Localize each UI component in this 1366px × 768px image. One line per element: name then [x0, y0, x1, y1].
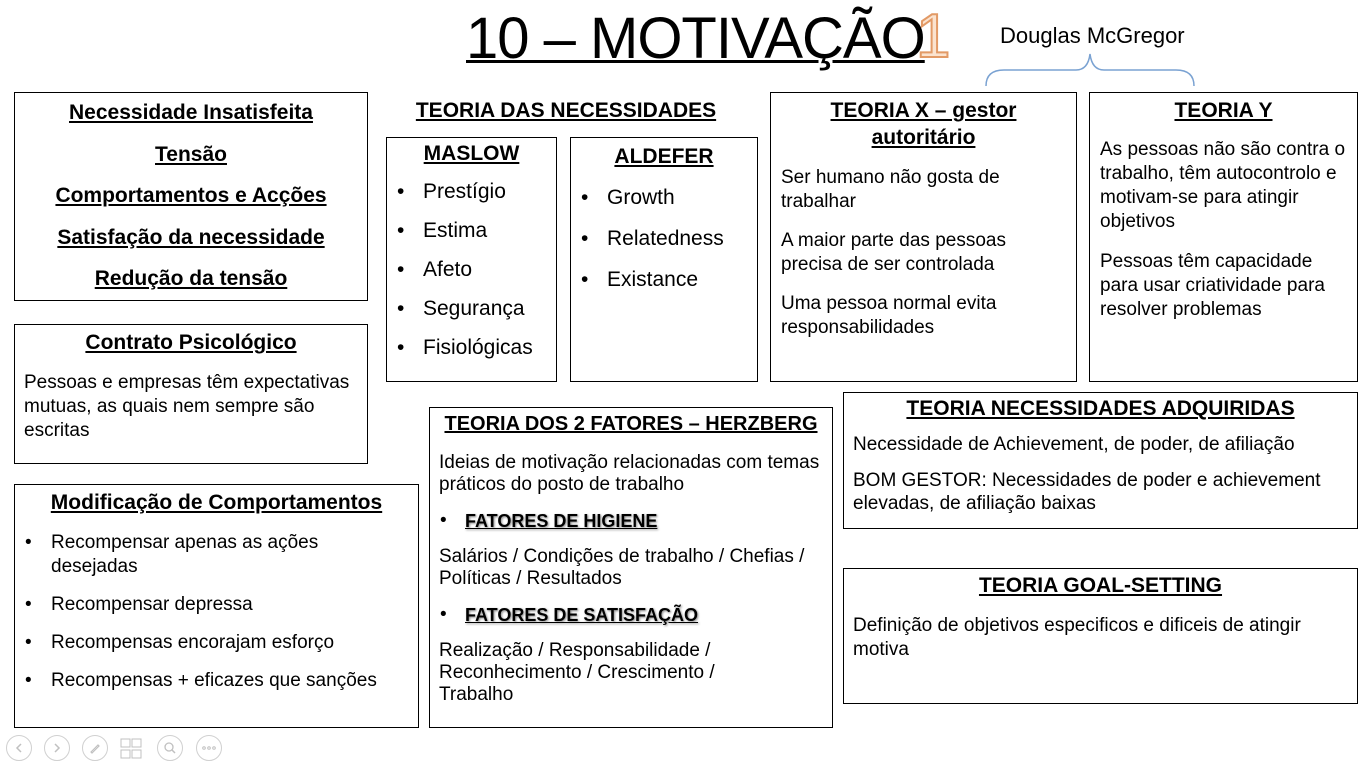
- previous-icon[interactable]: [6, 735, 32, 761]
- list-item: • Growth: [571, 184, 757, 212]
- teoria-x-item: Ser humano não gosta de trabalhar: [781, 167, 1000, 212]
- satisfacao-text: Realização / Responsabilidade / Reconhecimento / Crescimento / Trabalho: [439, 640, 715, 705]
- goal-text: Definição de objetivos especificos e dificeis de atingir motiva: [853, 615, 1301, 660]
- list-item: • Recompensar depressa: [15, 593, 408, 617]
- list-item: • Recompensas encorajam esforço: [15, 631, 408, 655]
- satisfacao-label: FATORES DE SATISFAÇÃO: [465, 605, 699, 625]
- need-step: Tensão: [155, 143, 227, 166]
- modificacao-list: [15, 531, 408, 693]
- slide-number: 1: [916, 2, 951, 71]
- maslow-title: MASLOW: [423, 142, 520, 165]
- need-step: Redução da tensão: [94, 267, 288, 290]
- adquiridas-line1: Necessidade de Achievement, de poder, de afiliação: [853, 434, 1295, 455]
- adquiridas-line2: BOM GESTOR: Necessidades de poder e achievement elevadas, de afiliação baixas: [853, 470, 1321, 514]
- list-item: • Existance: [571, 266, 757, 294]
- teoria-x-item: Uma pessoa normal evita responsabilidades: [781, 293, 997, 338]
- herzberg-title: TEORIA DOS 2 FATORES – HERZBERG: [444, 413, 818, 435]
- teoria-y-title: TEORIA Y: [1174, 99, 1273, 122]
- list-item: • Recompensas + eficazes que sanções: [15, 669, 408, 693]
- aldefer-title: ALDEFER: [614, 145, 714, 168]
- teoria-x-item: A maior parte das pessoas precisa de ser controlada: [781, 230, 1006, 275]
- list-item: • Estima: [387, 217, 556, 245]
- teoria-y-box: [1089, 92, 1358, 382]
- list-item: • Relatedness: [571, 225, 757, 253]
- herzberg-box: [429, 407, 833, 728]
- teoria-y-item: Pessoas têm capacidade para usar criatividade para resolver problemas: [1100, 251, 1325, 320]
- contrato-box: [14, 324, 368, 464]
- adquiridas-box: [843, 392, 1358, 529]
- list-item: • Fisiológicas: [387, 334, 556, 362]
- higiene-text: Salários / Condições de trabalho / Chefias / Políticas / Resultados: [439, 546, 805, 589]
- modificacao-box: [14, 484, 419, 728]
- teoria-y-item: As pessoas não são contra o trabalho, têm autocontrolo e motivam-se para atingir objetivos: [1100, 139, 1346, 232]
- need-step: Satisfação da necessidade: [57, 226, 325, 249]
- higiene-label: FATORES DE HIGIENE: [465, 511, 658, 531]
- herzberg-intro: Ideias de motivação relacionadas com temas práticos do posto de trabalho: [439, 452, 820, 495]
- contrato-text: Pessoas e empresas têm expectativas mutuas, as quais nem sempre são escritas: [24, 372, 350, 441]
- author-label: Douglas McGregor: [1000, 23, 1185, 48]
- modificacao-title: Modificação de Comportamentos: [50, 491, 383, 514]
- pen-icon[interactable]: [82, 735, 108, 761]
- maslow-list: [387, 178, 556, 362]
- contrato-title: Contrato Psicológico: [85, 331, 297, 354]
- teoria-x-title: TEORIA X – gestor autoritário: [830, 99, 1017, 149]
- teoria-x-box: [770, 92, 1077, 382]
- list-item: • Recompensar apenas as ações desejadas: [15, 531, 408, 579]
- slides-icon[interactable]: [119, 737, 145, 761]
- need-step: Comportamentos e Acções: [55, 184, 327, 207]
- higiene-bullet: •: [440, 510, 447, 531]
- satisfacao-bullet: •: [440, 604, 447, 625]
- needs-chain-box: [14, 92, 368, 301]
- need-step: Necessidade Insatisfeita: [69, 101, 313, 124]
- list-item: • Prestígio: [387, 178, 556, 206]
- goal-title: TEORIA GOAL-SETTING: [978, 574, 1223, 597]
- aldefer-box: [570, 137, 758, 382]
- aldefer-list: [571, 184, 757, 294]
- more-icon[interactable]: [196, 735, 222, 761]
- slide-title: 10 – MOTIVAÇÃO: [466, 6, 925, 71]
- brace-icon: [984, 52, 1196, 88]
- goal-box: [843, 568, 1358, 704]
- next-icon[interactable]: [44, 735, 70, 761]
- adquiridas-title: TEORIA NECESSIDADES ADQUIRIDAS: [906, 397, 1295, 420]
- necessidades-title: TEORIA DAS NECESSIDADES: [415, 99, 717, 122]
- list-item: • Segurança: [387, 295, 556, 323]
- maslow-box: [386, 137, 557, 382]
- zoom-icon[interactable]: [157, 735, 183, 761]
- list-item: • Afeto: [387, 256, 556, 284]
